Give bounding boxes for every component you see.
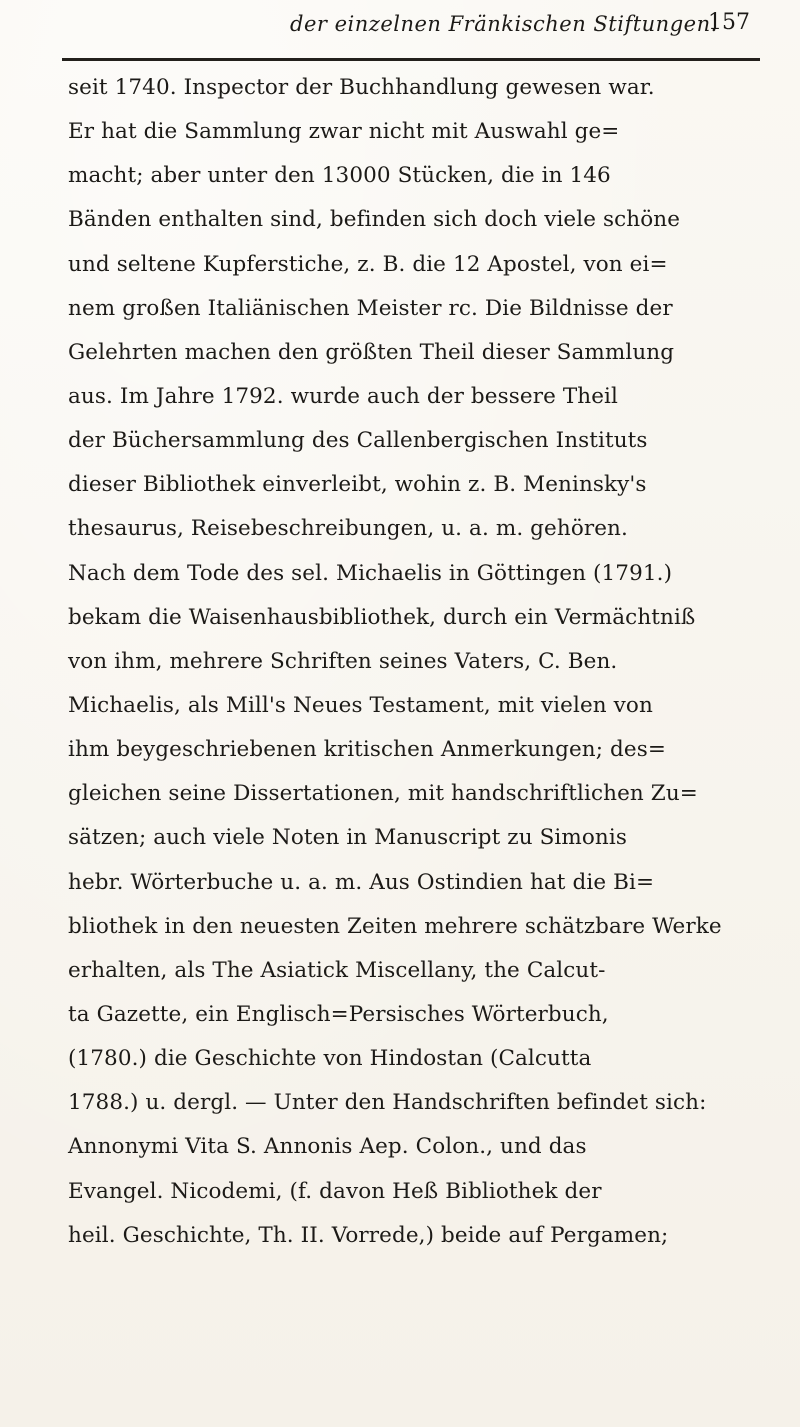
text-line: erhalten, als The Asiatick Miscellany, the Calcut- bbox=[68, 957, 606, 983]
text-line: sätzen; auch viele Noten in Manuscript zu Simonis bbox=[68, 825, 627, 851]
text-line: der Büchersammlung des Callenbergischen Instituts bbox=[68, 428, 648, 454]
text-line: macht; aber unter den 13000 Stücken, die in 146 bbox=[68, 163, 611, 189]
text-line: hebr. Wörterbuche u. a. m. Aus Ostindien hat die Bi= bbox=[68, 869, 655, 895]
text-line: ihm beygeschriebenen kritischen Anmerkungen; des= bbox=[68, 737, 666, 763]
text-line: (1780.) die Geschichte von Hindostan (Calcutta bbox=[68, 1046, 592, 1072]
text-line: heil. Geschichte, Th. II. Vorrede,) beide auf Pergamen; bbox=[68, 1222, 669, 1248]
text-line: seit 1740. Inspector der Buchhandlung gewesen war. bbox=[68, 75, 655, 100]
running-head: der einzelnen Fränkischen Stiftungen. bbox=[290, 12, 718, 36]
text-line: Michaelis, als Mill's Neues Testament, mit vielen von bbox=[68, 692, 653, 718]
text-line: nem großen Italiänischen Meister rc. Die Bildnisse der bbox=[68, 295, 673, 321]
text-line: bekam die Waisenhausbibliothek, durch ein Vermächtniß bbox=[68, 604, 696, 630]
page-number: 157 bbox=[708, 10, 750, 35]
text-line: Er hat die Sammlung zwar nicht mit Auswahl ge= bbox=[68, 119, 620, 145]
text-line: ta Gazette, ein Englisch=Persisches Wörterbuch, bbox=[68, 1001, 609, 1027]
page-header bbox=[290, 8, 750, 48]
text-line: 1788.) u. dergl. — Unter den Handschriften befindet sich: bbox=[68, 1090, 707, 1116]
text-line: thesaurus, Reisebeschreibungen, u. a. m. gehören. bbox=[68, 516, 628, 542]
text-line: dieser Bibliothek einverleibt, wohin z. B. Meninsky's bbox=[68, 472, 647, 498]
text-line: aus. Im Jahre 1792. wurde auch der bessere Theil bbox=[68, 383, 618, 409]
text-line: Gelehrten machen den größten Theil dieser Sammlung bbox=[68, 339, 675, 365]
header-rule bbox=[62, 58, 760, 61]
text-line: von ihm, mehrere Schriften seines Vaters, C. Ben. bbox=[68, 648, 618, 674]
text-line: Nach dem Tode des sel. Michaelis in Göttingen (1791.) bbox=[68, 560, 673, 586]
body-text bbox=[68, 66, 768, 1258]
text-line: Bänden enthalten sind, befinden sich doch viele schöne bbox=[68, 207, 681, 233]
text-line: bliothek in den neuesten Zeiten mehrere schätzbare Werke bbox=[68, 913, 722, 939]
text-line: und seltene Kupferstiche, z. B. die 12 Apostel, von ei= bbox=[68, 251, 668, 277]
text-line: Annonymi Vita S. Annonis Aep. Colon., und das bbox=[68, 1134, 587, 1160]
text-line: gleichen seine Dissertationen, mit handschriftlichen Zu= bbox=[68, 781, 698, 807]
text-line: Evangel. Nicodemi, (f. davon Heß Bibliothek der bbox=[68, 1178, 602, 1204]
